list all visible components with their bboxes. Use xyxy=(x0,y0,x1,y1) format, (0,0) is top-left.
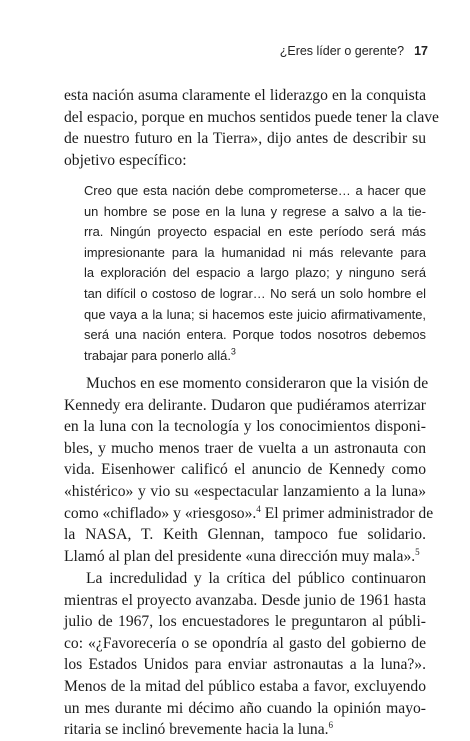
text-line: La incredulidad y la crítica del público continuaron xyxy=(86,570,426,587)
text-line: «histérico» y vio su «espectacular lanzamiento a la luna» xyxy=(64,482,426,500)
paragraph-public-opinion xyxy=(64,568,426,741)
quote-line: un hombre se pose en la luna y regrese a salvo a la tie- xyxy=(84,203,426,219)
text-line xyxy=(64,719,426,741)
text-line: Kennedy era delirante. Dudaron que pudiéramos aterrizar xyxy=(64,396,426,414)
text-line: bles, y mucho menos traer de vuelta a un astronauta con xyxy=(64,439,426,457)
text-line: julio de 1967, los encuestadores le preguntaron al públi- xyxy=(64,613,426,631)
block-quote xyxy=(84,181,426,366)
quote-line xyxy=(84,346,426,367)
text-line: mientras el proyecto avanzaba. Desde junio de 1961 hasta xyxy=(64,591,426,609)
page-number: 17 xyxy=(414,44,428,58)
text-line: esta nación asuma claramente el liderazgo en la conquista xyxy=(64,87,426,104)
running-head-title: ¿Eres líder o gerente? xyxy=(279,44,405,58)
text-line: objetivo específico: xyxy=(64,151,187,169)
quote-line: rra. Ningún proyecto espacial en este período será más xyxy=(84,224,426,240)
text-segment: El primer administrador de xyxy=(260,504,434,522)
quote-line-text: trabajar para ponerlo allá. xyxy=(84,347,231,363)
text-line: del espacio, porque en muchos sentidos puede tener la clave xyxy=(64,108,439,126)
text-segment: como «chiflado» y «riesgoso». xyxy=(64,504,257,522)
text-line: Menos de la mitad del público estaba a favor, excluyendo xyxy=(64,677,426,695)
text-line: Muchos en ese momento consideraron que la visión de xyxy=(86,375,429,392)
quote-line: que vaya a la luna; si hacemos este juicio afirmativamente, xyxy=(84,306,426,322)
quote-line: tan difícil o costoso de lograr… No será un solo hombre el xyxy=(84,285,426,301)
footnote-marker: 4 xyxy=(256,503,261,514)
quote-line: Creo que esta nación debe comprometerse… a hacer que xyxy=(84,183,426,198)
footnote-marker: 6 xyxy=(328,719,334,730)
text-line xyxy=(64,546,426,568)
text-segment: ritaria se inclinó brevemente hacia la luna. xyxy=(64,721,329,739)
text-line: un mes durante mi décimo año cuando la opinión mayo- xyxy=(64,699,426,717)
running-head xyxy=(280,44,428,58)
text-line: de nuestro futuro en la Tierra», dijo antes de describir su xyxy=(64,130,426,148)
text-line: co: «¿Favorecería o se opondría al gasto del gobierno de xyxy=(64,634,426,652)
paragraph-kennedy xyxy=(64,373,434,567)
paragraph-intro xyxy=(64,85,439,171)
text-line: la NASA, T. Keith Glennan, tampoco fue solidario. xyxy=(64,526,426,544)
quote-line: impresionante para la humanidad ni más relevante para xyxy=(84,244,426,260)
footnote-marker: 5 xyxy=(415,546,420,557)
quote-line: la exploración del espacio a largo plazo; y ninguno será xyxy=(84,265,426,281)
quote-line: será una nación entera. Porque todos nosotros debemos xyxy=(84,327,426,343)
text-line xyxy=(64,503,434,525)
text-line: los Estados Unidos para enviar astronautas a la luna?». xyxy=(64,656,426,674)
footnote-marker: 3 xyxy=(230,346,236,357)
text-line: en la luna con la tecnología y los conocimientos disponi- xyxy=(64,418,426,436)
text-segment: Llamó al plan del presidente «una dirección muy mala». xyxy=(64,547,416,565)
text-line: vida. Eisenhower calificó el anuncio de Kennedy como xyxy=(64,461,426,479)
